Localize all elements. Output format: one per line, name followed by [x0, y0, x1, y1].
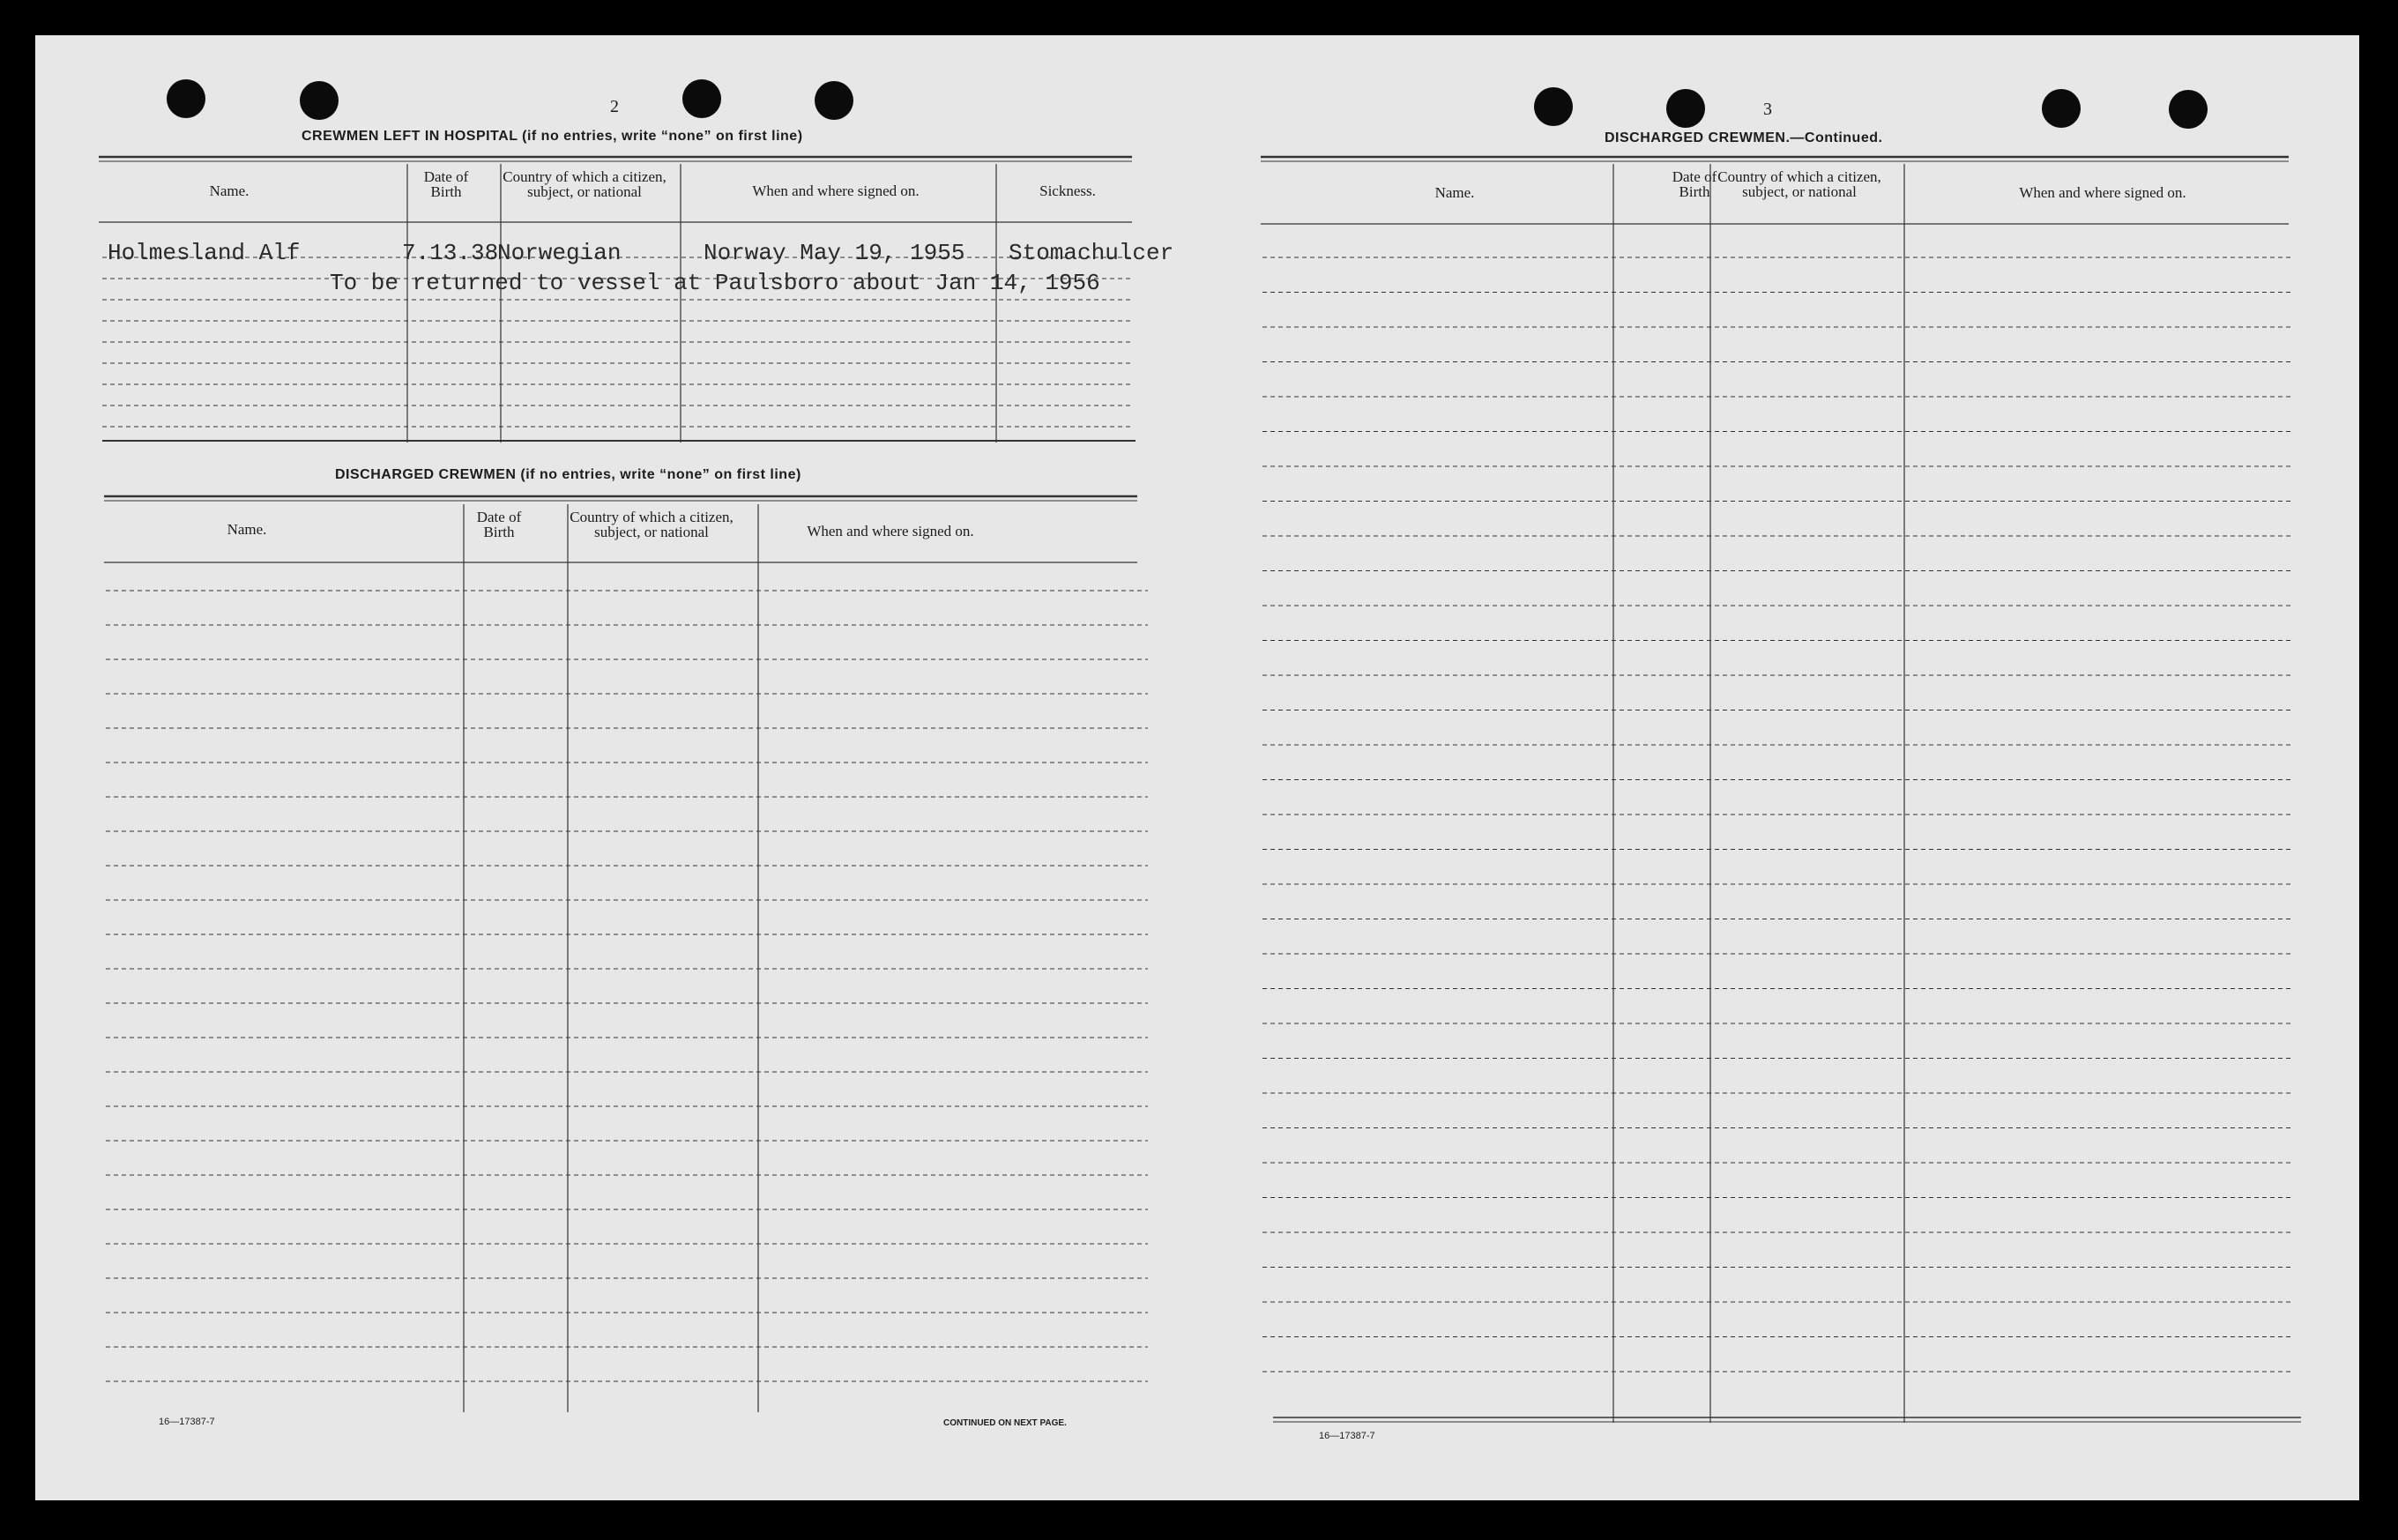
entry-date-of-birth: 7.13.38: [402, 240, 499, 266]
entry-name: Holmesland Alf: [108, 240, 301, 266]
col-header-dob: Date of Birth: [423, 168, 469, 200]
col-header-signed-on: When and where signed on.: [807, 523, 974, 539]
form-number-right: 16—17387-7: [1319, 1431, 1375, 1441]
col-header-sickness: Sickness.: [1039, 182, 1096, 199]
col-header-signed-on: When and where signed on.: [2019, 184, 2186, 201]
col-header-dob: Date of Birth: [1672, 168, 1717, 200]
form-number-left: 16—17387-7: [159, 1417, 215, 1427]
col-header-name: Name.: [209, 182, 249, 199]
col-header-name: Name.: [227, 521, 267, 538]
col-header-country: Country of which a citizen, subject, or national: [570, 509, 734, 540]
col-header-signed-on: When and where signed on.: [752, 182, 920, 199]
col-header-name: Name.: [1434, 184, 1475, 201]
col-header-dob: Date of Birth: [476, 509, 522, 540]
col-header-country: Country of which a citizen, subject, or national: [503, 168, 667, 200]
entry-note: To be returned to vessel at Paulsboro about Jan 14, 1956: [330, 270, 1100, 296]
discharged-section-title: DISCHARGED CREWMEN (if no entries, write “none” on first line): [335, 467, 801, 482]
entry-country: Norwegian: [497, 240, 622, 266]
document-sheet: [35, 35, 2359, 1500]
col-header-country: Country of which a citizen, subject, or national: [1717, 168, 1881, 200]
entry-sickness: Stomachulcer: [1009, 240, 1174, 266]
hospital-section-title: CREWMEN LEFT IN HOSPITAL (if no entries, write “none” on first line): [302, 129, 803, 144]
right-section-title: DISCHARGED CREWMEN.—Continued.: [1605, 130, 1883, 145]
page-number-left: 2: [610, 97, 619, 116]
continued-note: CONTINUED ON NEXT PAGE.: [943, 1418, 1067, 1428]
form-rules: [35, 35, 2359, 1500]
entry-signed-on: Norway May 19, 1955: [704, 240, 965, 266]
page-number-right: 3: [1763, 100, 1772, 119]
